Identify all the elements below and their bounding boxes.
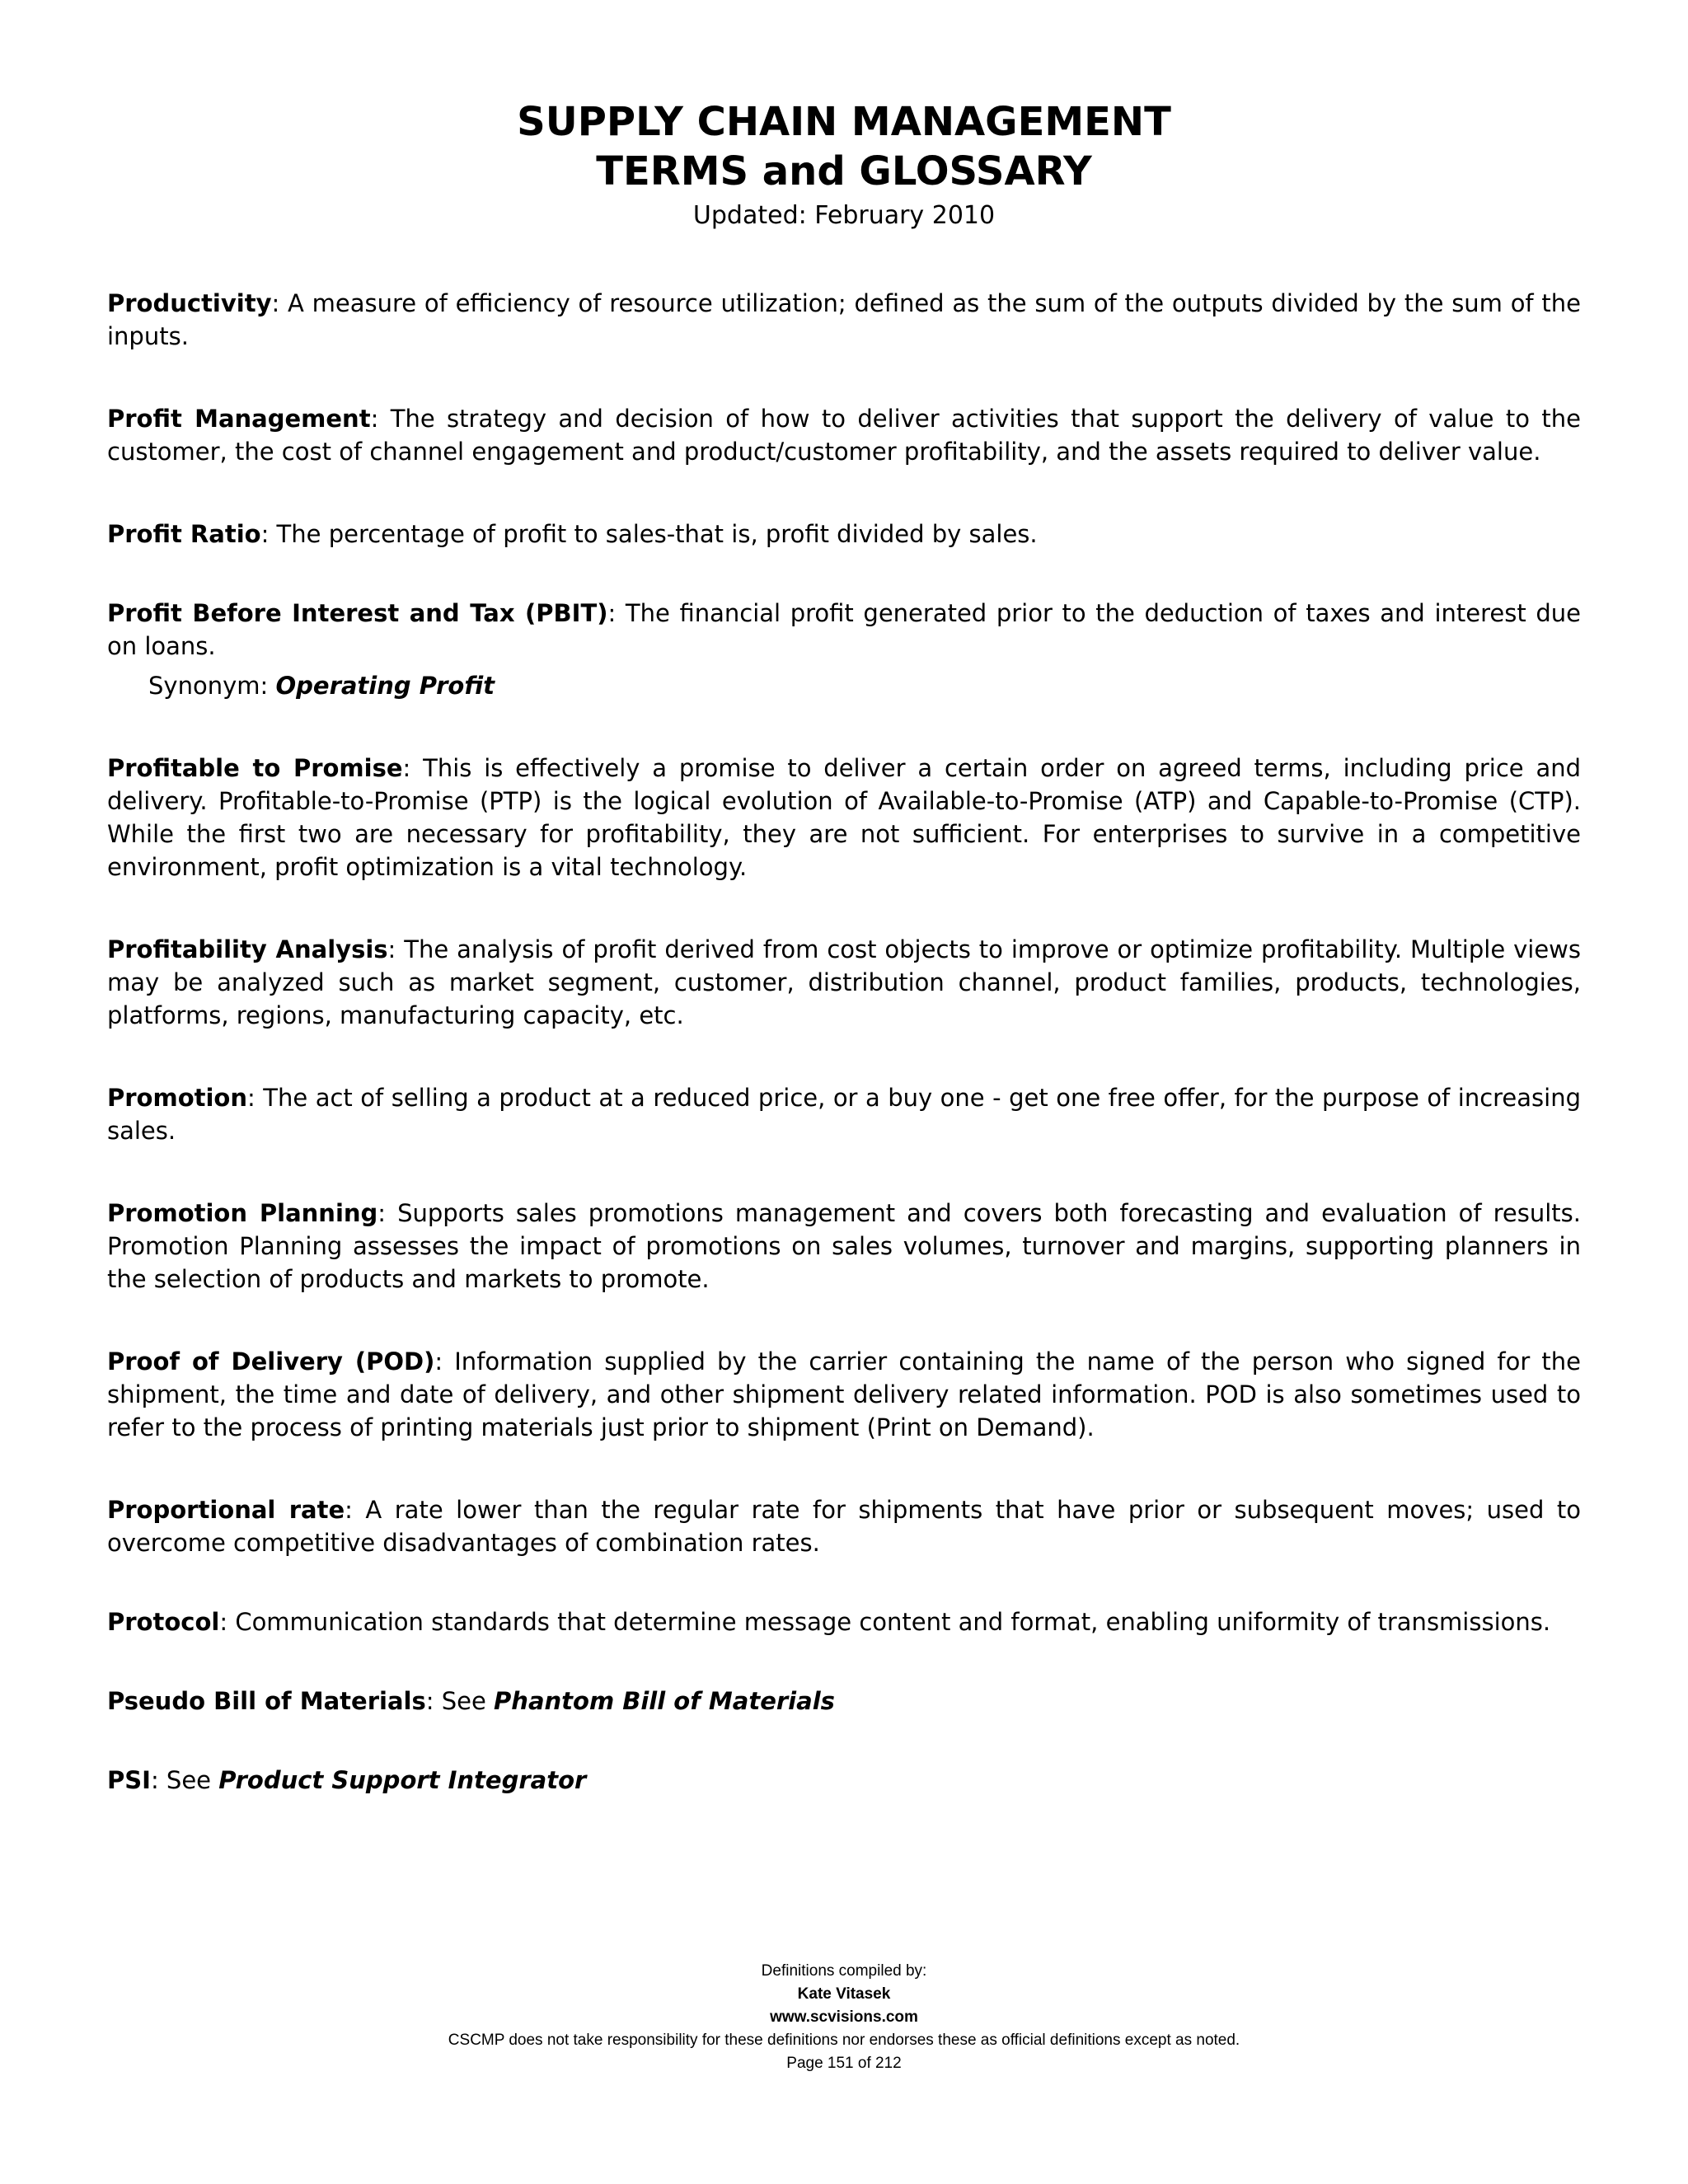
entry-definition: : This is effectively a promise to deliver a certain order on agreed terms, including price and delivery. Profitable-to-Promise (PTP) is the logical evolution of Available-to-Promise (ATP) and Capable-to-Promise (CTP). While the first two are necessary for profitability, they are not sufficient. For enterprises to survive in a competitive environment, profit optimization is a vital technology.	[107, 754, 1582, 881]
entry-definition: : See	[150, 1766, 219, 1794]
synonym-label: Synonym:	[148, 672, 276, 700]
glossary-entry	[107, 1081, 1581, 1147]
entry-definition: : Communication standards that determine message content and format, enabling uniformity of transmissions.	[219, 1608, 1551, 1636]
see-reference: Product Support Integrator	[218, 1766, 587, 1794]
entry-term: PSI	[107, 1766, 151, 1794]
entry-term: Profit Ratio	[107, 520, 261, 548]
footer-disclaimer: CSCMP does not take responsibility for these definitions nor endorses these as official definitions except as noted.	[448, 2032, 1240, 2049]
entry-definition: : The analysis of profit derived from cost objects to improve or optimize profitability. Multiple views may be analyzed such as market segment, customer, distribution channel, product families, products, technologies, platforms, regions, manufacturing capacity, etc.	[107, 935, 1581, 1029]
synonym-value: Operating Profit	[275, 672, 495, 700]
glossary-entries	[107, 287, 1581, 1843]
entry-term: Profitability Analysis	[107, 935, 388, 963]
entry-term: Proof of Delivery (POD)	[107, 1347, 435, 1376]
entry-definition: : A rate lower than the regular rate for shipments that have prior or subsequent moves; used to overcome competitive disadvantages of combination rates.	[107, 1496, 1582, 1557]
glossary-entry	[107, 1197, 1581, 1296]
glossary-entry	[107, 933, 1581, 1032]
entry-definition: : The percentage of profit to sales-that is, profit divided by sales.	[260, 520, 1038, 548]
entry-term: Promotion	[107, 1084, 247, 1112]
glossary-entry	[107, 597, 1581, 702]
entry-term: Protocol	[107, 1608, 220, 1636]
entry-term: Proportional rate	[107, 1496, 345, 1524]
page-footer	[0, 1960, 1688, 2075]
footer-page-number: Page 151 of 212	[786, 2055, 902, 2072]
glossary-entry	[107, 518, 1581, 551]
entry-definition: : A measure of efficiency of resource utilization; defined as the sum of the outputs divided by the sum of the inputs.	[107, 289, 1581, 350]
glossary-entry	[107, 752, 1581, 883]
entry-term: Profit Management	[107, 405, 371, 433]
glossary-entry	[107, 1605, 1581, 1638]
entry-term: Pseudo Bill of Materials	[107, 1687, 426, 1715]
entry-definition: : Information supplied by the carrier containing the name of the person who signed for the shipment, the time and date of delivery, and other shipment delivery related information. POD is also sometimes used to refer to the process of printing materials just prior to shipment (Print on Demand).	[107, 1347, 1581, 1441]
glossary-entry	[107, 1345, 1581, 1444]
glossary-entry	[107, 1685, 1581, 1718]
entry-definition: : The financial profit generated prior to the deduction of taxes and interest due on loans.	[107, 599, 1581, 660]
footer-website: www.scvisions.com	[770, 2008, 918, 2026]
footer-compiled-by: Definitions compiled by:	[761, 1962, 927, 1980]
glossary-entry	[107, 1764, 1581, 1797]
glossary-entry	[107, 402, 1581, 468]
entry-term: Profitable to Promise	[107, 754, 403, 782]
entry-term: Profit Before Interest and Tax (PBIT)	[107, 599, 608, 627]
entry-synonym	[107, 669, 1581, 702]
see-reference: Phantom Bill of Materials	[494, 1687, 835, 1715]
title-line-1: SUPPLY CHAIN MANAGEMENT	[517, 99, 1171, 145]
entry-definition: : See	[425, 1687, 495, 1715]
glossary-entry	[107, 287, 1581, 353]
entry-term: Promotion Planning	[107, 1199, 378, 1227]
glossary-entry	[107, 1493, 1581, 1559]
title-line-2: TERMS and GLOSSARY	[596, 148, 1092, 194]
entry-definition: : The act of selling a product at a reduced price, or a buy one - get one free offer, for the purpose of increasing sales.	[107, 1084, 1581, 1145]
entry-definition: : Supports sales promotions management and covers both forecasting and evaluation of results. Promotion Planning assesses the impact of promotions on sales volumes, turnover and margins, supporting planners in the selection of products and markets to promote.	[107, 1199, 1581, 1293]
entry-term: Productivity	[107, 289, 272, 317]
footer-author: Kate Vitasek	[797, 1985, 891, 2003]
page-header	[0, 97, 1688, 232]
entry-definition: : The strategy and decision of how to deliver activities that support the delivery of value to the customer, the cost of channel engagement and product/customer profitability, and the assets required to deliver value.	[107, 405, 1581, 466]
updated-date: Updated: February 2010	[692, 201, 996, 230]
